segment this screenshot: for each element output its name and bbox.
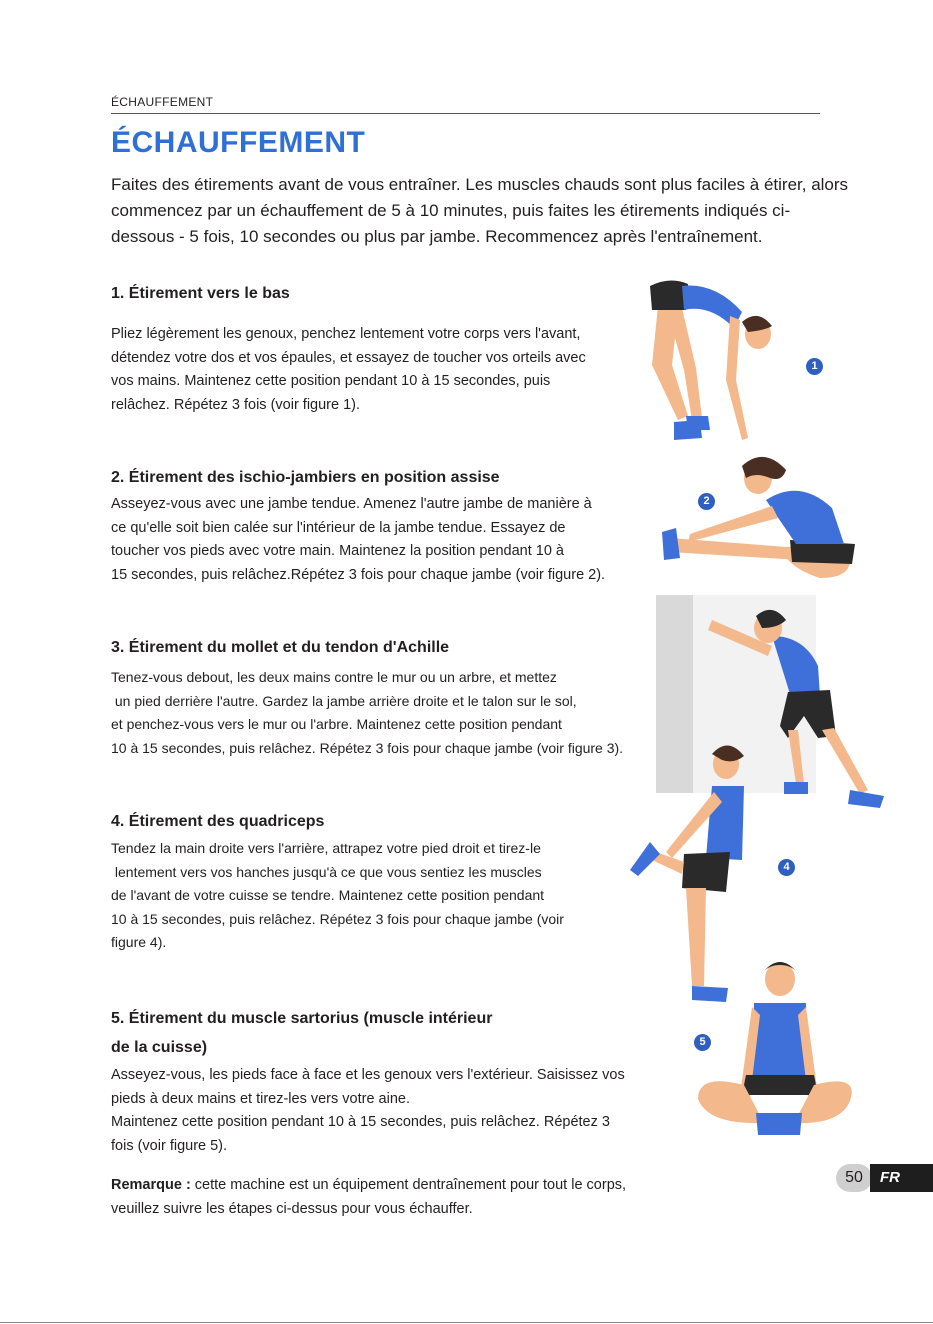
bottom-rule (0, 1322, 933, 1323)
section-5-title-line-1: 5. Étirement du muscle sartorius (muscle intérieur (111, 1010, 493, 1027)
figure-2-illustration (660, 448, 860, 593)
header-rule (111, 113, 820, 114)
section-1-body (111, 323, 631, 417)
figure-1-arm (726, 316, 748, 440)
section-4-body (111, 837, 631, 955)
section-5-title-line-2: de la cuisse) (111, 1039, 208, 1056)
figure-4-badge: 4 (778, 859, 795, 876)
section-3-line: 10 à 15 secondes, puis relâchez. Répétez 3 fois pour chaque jambe (voir figure 3). (111, 739, 624, 756)
section-2-line: 15 secondes, puis relâchez.Répétez 3 fois pour chaque jambe (voir figure 2). (111, 566, 606, 583)
figure-5-shorts (742, 1075, 818, 1095)
section-4-line: de l'avant de votre cuisse se tendre. Maintenez cette position pendant (111, 887, 545, 903)
note-text-1: cette machine est un équipement dentraînement pour tout le corps, (190, 1177, 627, 1193)
section-5-line: Asseyez-vous, les pieds face à face et les genoux vers l'extérieur. Saisissez vos (111, 1067, 625, 1083)
section-2-line: ce qu'elle soit bien calée sur l'intérieur de la jambe tendue. Essayez de (111, 519, 566, 536)
figure-3-torso (772, 636, 820, 696)
section-3-body (111, 666, 651, 760)
section-2-line: toucher vos pieds avec votre main. Maintenez la position pendant 10 à (111, 543, 564, 559)
section-5-body (111, 1064, 661, 1158)
section-1-line: détendez votre dos et vos épaules, et essayez de toucher vos orteils avec (111, 349, 586, 366)
section-3-line: Tenez-vous debout, les deux mains contre le mur ou un arbre, et mettez (111, 669, 557, 685)
page-tab (836, 1164, 933, 1192)
figure-1-badge: 1 (806, 358, 823, 375)
note-line-1 (111, 1174, 671, 1198)
intro-paragraph: Faites des étirements avant de vous entraîner. Les muscles chauds sont plus faciles à étirer, alors commencez par un échauffement de 5 à 10 minutes, puis faites les étirements indiqués ci-dessous - 5 fois, 10 secondes ou plus par jambe. Recommencez après l'entraînement. (111, 175, 849, 246)
note-line-2: veuillez suivre les étapes ci-dessus pour vous échauffer. (111, 1200, 473, 1217)
figure-3-shoe-front (784, 782, 808, 794)
section-5-line: pieds à deux mains et tirez-les vers votre aine. (111, 1090, 410, 1107)
figure-1-shorts (650, 280, 688, 310)
figure-2-arm (688, 506, 778, 542)
section-4-line: lentement vers vos hanches jusqu'à ce que vous sentiez les muscles (111, 863, 542, 880)
figure-2-badge: 2 (698, 493, 715, 510)
section-2-line: Asseyez-vous avec une jambe tendue. Amenez l'autre jambe de manière à (111, 496, 592, 512)
section-4-line: figure 4). (111, 934, 167, 950)
section-2-body (111, 493, 641, 587)
note (111, 1174, 671, 1221)
page-title: ÉCHAUFFEMENT (111, 126, 366, 159)
figure-5-feet (756, 1113, 802, 1135)
figure-5-badge: 5 (694, 1034, 711, 1051)
section-4-title: 4. Étirement des quadriceps (111, 813, 325, 830)
section-1-line: relâchez. Répétez 3 fois (voir figure 1). (111, 396, 361, 413)
figure-3-back-leg (822, 728, 868, 794)
language-tab: FR (870, 1164, 933, 1192)
figure-1-shoe-right (686, 416, 710, 430)
note-label: Remarque : (111, 1177, 191, 1193)
figure-5-illustration (694, 955, 854, 1140)
figure-2-hair (742, 457, 786, 479)
section-1-line: Pliez légèrement les genoux, penchez lentement votre corps vers l'avant, (111, 326, 581, 342)
page-number: 50 (836, 1164, 872, 1192)
figure-1-illustration (630, 270, 800, 450)
figure-3-shoe-back (848, 790, 884, 808)
section-5-line: Maintenez cette position pendant 10 à 15 secondes, puis relâchez. Répétez 3 (111, 1114, 610, 1130)
section-2-title: 2. Étirement des ischio-jambiers en position assise (111, 469, 500, 486)
figure-3-front-leg (788, 730, 804, 784)
section-3-line: et penchez-vous vers le mur ou l'arbre. Maintenez cette position pendant (111, 716, 562, 732)
figure-2-shoe (662, 528, 680, 560)
figure-4-shorts (682, 852, 730, 892)
section-4-line: 10 à 15 secondes, puis relâchez. Répétez 3 fois pour chaque jambe (voir (111, 910, 564, 927)
section-3-line: un pied derrière l'autre. Gardez la jambe arrière droite et le talon sur le sol, (111, 692, 577, 709)
section-3-title: 3. Étirement du mollet et du tendon d'Achille (111, 639, 450, 656)
figure-2-torso (766, 491, 844, 544)
running-head: ÉCHAUFFEMENT (111, 95, 214, 109)
section-1-title: 1. Étirement vers le bas (111, 285, 290, 302)
section-5-line: fois (voir figure 5). (111, 1137, 228, 1154)
section-1-line: vos mains. Maintenez cette position pendant 10 à 15 secondes, puis (111, 373, 551, 389)
section-4-line: Tendez la main droite vers l'arrière, attrapez votre pied droit et tirez-le (111, 840, 541, 856)
